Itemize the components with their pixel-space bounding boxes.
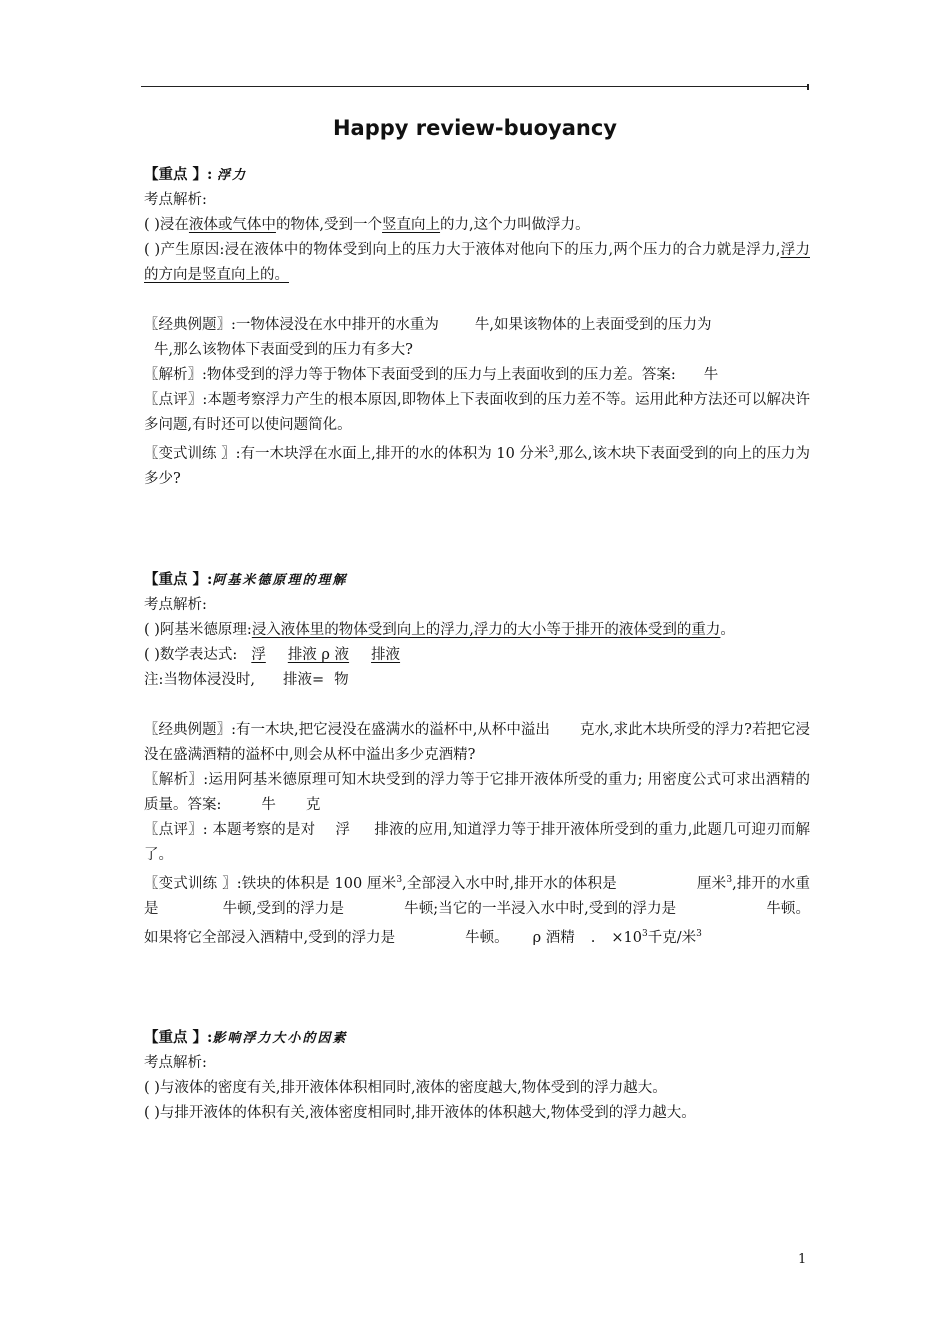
section-1-example: 〖经典例题〗:一物体浸没在水中排开的水重为 牛,如果该物体的上表面受到的压力为 牛,那么该物体下表面受到的压力有多大? <box>144 317 712 358</box>
section-3-point-2: ( )与排开液体的体积有关,液体密度相同时,排开液体的体积越大,物体受到的浮力越大。 <box>144 1105 696 1122</box>
section-2-note: 注:当物体浸没时, 排液= 物 <box>144 671 349 688</box>
section-1-analysis: 〖解析〗:物体受到的浮力等于物体下表面受到的压力与上表面收到的压力差。答案: 牛 <box>144 367 719 383</box>
header-rule-tick <box>807 84 809 90</box>
section-2-example: 〖经典例题〗:有一木块,把它浸没在盛满水的溢杯中,从杯中溢出 克水,求此木块所受的浮力?若把它浸没在盛满酒精的溢杯中,则会从杯中溢出多少克酒精? <box>144 721 810 763</box>
section-2-heading: 【重点 】:阿基米德原理的理解 <box>144 570 348 588</box>
header-rule <box>141 86 808 87</box>
document-body <box>144 162 810 1126</box>
section-1-comment: 〖点评〗:本题考察浮力产生的根本原因,即物体上下表面收到的压力差不等。运用此种方法还可以解决许多问题,有时还可以使问题简化。 <box>144 392 810 433</box>
section-1-heading: 【重点 】: 浮力 <box>144 166 248 183</box>
section-2-label: 考点解析: <box>144 596 207 613</box>
section-1-point-2: ( )产生原因:浸在液体中的物体受到向上的压力大于液体对他向下的压力,两个压力的合力就是浮力,浮力的方向是竖直向上的。 <box>144 242 810 283</box>
document-title: Happy review-buoyancy <box>332 116 617 140</box>
section-2-formula: ( )数学表达式: 浮 排液 ρ 液 排液 <box>144 646 401 663</box>
section-3-point-1: ( )与液体的密度有关,排开液体体积相同时,液体的密度越大,物体受到的浮力越大。 <box>144 1080 667 1097</box>
section-3-heading: 【重点 】:影响浮力大小的因素 <box>144 1029 348 1047</box>
section-2-comment: 〖点评〗: 本题考察的是对 浮 排液的应用,知道浮力等于排开液体所受到的重力,此题几可迎刃而解了。 <box>144 821 810 863</box>
page-number: 1 <box>798 1252 807 1267</box>
section-2-analysis: 〖解析〗:运用阿基米德原理可知木块受到的浮力等于它排开液体所受的重力; 用密度公式可求出酒精的质量。答案: 牛 克 <box>144 771 810 813</box>
section-1-label: 考点解析: <box>144 192 207 208</box>
section-2-training: 〖变式训练 〗:铁块的体积是 100 厘米$^3$,全部浸入水中时,排开水的体积是 厘米$^3$,排开的水重是 牛顿,受到的浮力是 牛顿;当它的一半浸入水中时,受到的浮力是 牛顿。如果将它全部浸入酒精中,受到的浮力是 牛顿。 ρ 酒精 . $\times 10^3$千克/米$^3$ <box>144 874 811 946</box>
section-1-training: 〖变式训练 〗:有一木块浮在水面上,排开的水的体积为 10 分米$^3$,那么,该木块下表面受到的向上的压力为多少? <box>144 445 810 487</box>
section-1-point-1: ( )浸在液体或气体中的物体,受到一个竖直向上的力,这个力叫做浮力。 <box>144 217 590 233</box>
section-3-label: 考点解析: <box>144 1055 207 1072</box>
section-2-point-1: ( )阿基米德原理:浸入液体里的物体受到向上的浮力,浮力的大小等于排开的液体受到的重力。 <box>144 621 735 638</box>
